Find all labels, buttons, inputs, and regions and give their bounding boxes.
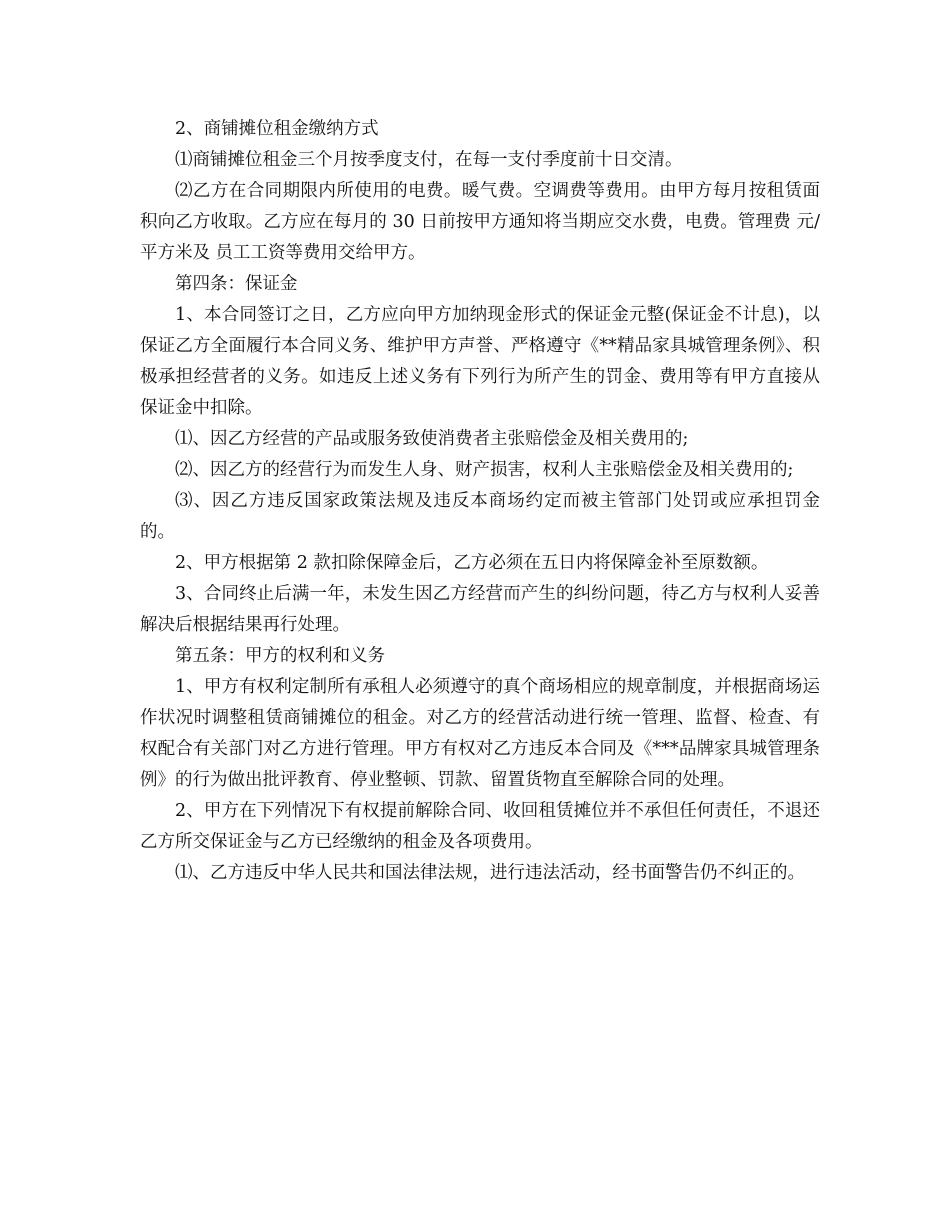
clause-early-termination: 2、甲方在下列情况下有权提前解除合同、收回租赁摊位并不承但任何责任，不退还乙方所交保证金与乙方已经缴纳的租金及各项费用。 <box>140 801 820 852</box>
clause-quarterly-rent: ⑴商铺摊位租金三个月按季度支付，在每一支付季度前十日交清。 <box>175 150 683 170</box>
clause-termination-item-1: ⑴、乙方违反中华人民共和国法律法规，进行违法活动，经书面警告仍不纠正的。 <box>175 863 805 883</box>
heading-rent-payment-method: 2、商铺摊位租金缴纳方式 <box>175 119 379 139</box>
clause-deposit-item-1: ⑴、因乙方经营的产品或服务致使消费者主张赔偿金及相关费用的; <box>175 429 689 449</box>
clause-party-a-rights: 1、甲方有权利定制所有承租人必须遵守的真个商场相应的规章制度，并根据商场运作状况时调整租赁商铺摊位的租金。对乙方的经营活动进行统一管理、监督、检查、有权配合有关部门对乙方进行管理。甲方有权对乙方违反本合同及《***品牌家具城管理条例》的行为做出批评教育、停业整顿、罚款、留置货物直至解除合同的处理。 <box>140 677 820 790</box>
clause-deposit: 1、本合同签订之日，乙方应向甲方加纳现金形式的保证金元整(保证金不计息)，以保证乙方全面履行本合同义务、维护甲方声誉、严格遵守《**精品家具城管理条例》、积极承担经营者的义务。如违反上述义务有下列行为所产生的罚金、费用等有甲方直接从保证金中扣除。 <box>140 305 820 418</box>
clause-deposit-item-2: ⑵、因乙方的经营行为而发生人身、财产损害，权利人主张赔偿金及相关费用的; <box>175 460 794 480</box>
clause-deposit-replenish: 2、甲方根据第 2 款扣除保障金后，乙方必须在五日内将保障金补至原数额。 <box>175 553 769 573</box>
article-four-title: 第四条：保证金 <box>175 274 298 294</box>
document-page <box>140 114 820 889</box>
clause-deposit-item-3: ⑶、因乙方违反国家政策法规及违反本商场约定而被主管部门处罚或应承担罚金的。 <box>140 491 820 542</box>
article-five-title: 第五条：甲方的权利和义务 <box>175 646 385 666</box>
clause-utility-fees: ⑵乙方在合同期限内所使用的电费。暖气费。空调费等费用。由甲方每月按租赁面积向乙方收取。乙方应在每月的 30 日前按甲方通知将当期应交水费，电费。管理费 元/平方米及 员工工资等费用交给甲方。 <box>140 181 820 263</box>
clause-deposit-termination: 3、合同终止后满一年，未发生因乙方经营而产生的纠纷问题，待乙方与权利人妥善解决后根据结果再行处理。 <box>140 584 820 635</box>
